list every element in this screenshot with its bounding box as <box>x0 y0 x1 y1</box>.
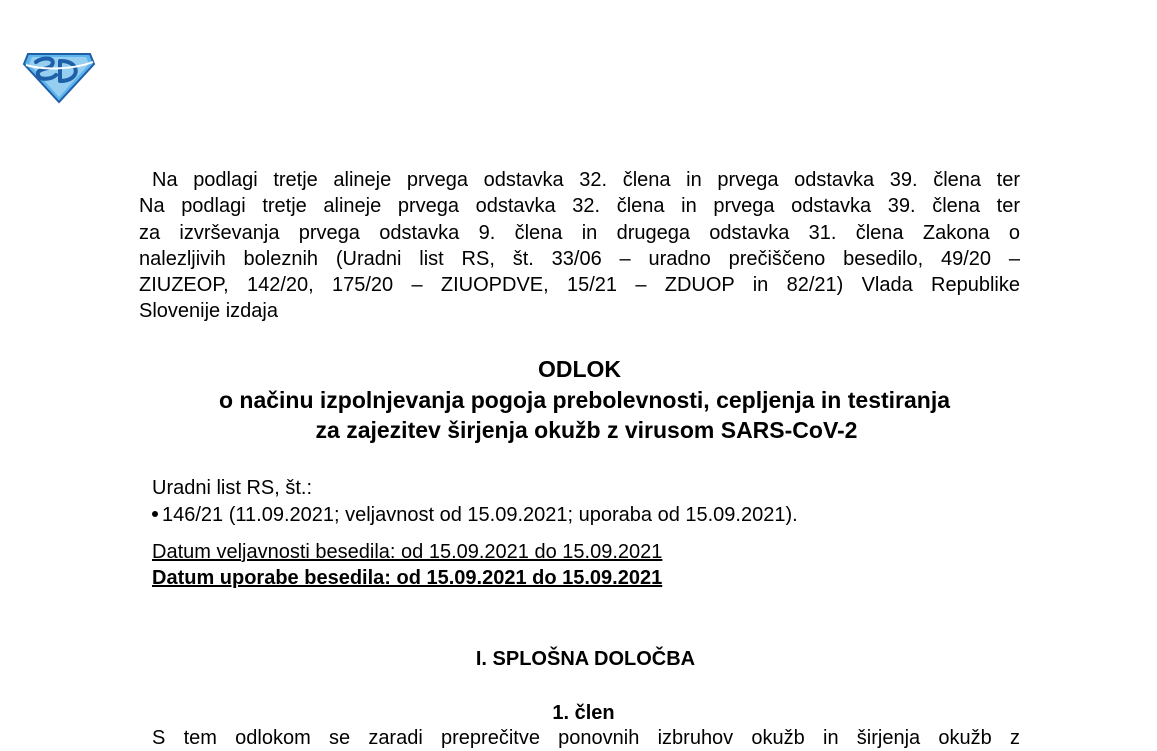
preamble-line: Na podlagi tretje alineje prvega odstavka 32. člena in prvega odstavka 39. člena ter <box>139 195 1020 218</box>
usage-date: Datum uporabe besedila: od 15.09.2021 do 15.09.2021 <box>152 567 663 589</box>
preamble-line: Slovenije izdaja <box>139 300 278 323</box>
document-title <box>139 354 1020 446</box>
preamble-line: za izvrševanja prvega odstavka 9. člena in drugega odstavka 31. člena Zakona o <box>139 221 1020 244</box>
preamble-line: Na podlagi tretje alineje prvega odstavka 32. člena in prvega odstavka 39. člena ter <box>152 169 1020 191</box>
gazette-label: Uradni list RS, št.: <box>152 477 313 499</box>
sd-diamond-logo-icon <box>22 48 96 104</box>
preamble-paragraph <box>139 167 1020 325</box>
article-heading: 1. člen <box>552 702 615 724</box>
preamble-line: ZIUZEOP, 142/20, 175/20 – ZIUOPDVE, 15/21 – ZDUOP in 82/21) Vlada Republike <box>139 274 1020 297</box>
gazette-entry-text: 146/21 (11.09.2021; veljavnost od 15.09.2021; uporaba od 15.09.2021). <box>162 504 798 526</box>
title-main: ODLOK <box>537 356 622 382</box>
validity-date: Datum veljavnosti besedila: od 15.09.2021 do 15.09.2021 <box>152 541 663 563</box>
gazette-entry <box>152 502 798 528</box>
title-subtitle-line-1: o načinu izpolnjevanja pogoja prebolevnosti, cepljenja in testiranja <box>218 386 951 413</box>
preamble-line: nalezljivih boleznih (Uradni list RS, št. 33/06 – uradno prečiščeno besedilo, 49/20 – <box>139 247 1020 270</box>
title-subtitle-line-2: za zajezitev širjenja okužb z virusom SARS-CoV-2 <box>315 417 858 443</box>
section-heading: I. SPLOŠNA DOLOČBA <box>475 648 696 670</box>
article-text: S tem odlokom se zaradi preprečitve ponovnih izbruhov okužb in širjenja okužb z <box>152 727 1020 749</box>
bullet-icon <box>152 511 158 517</box>
